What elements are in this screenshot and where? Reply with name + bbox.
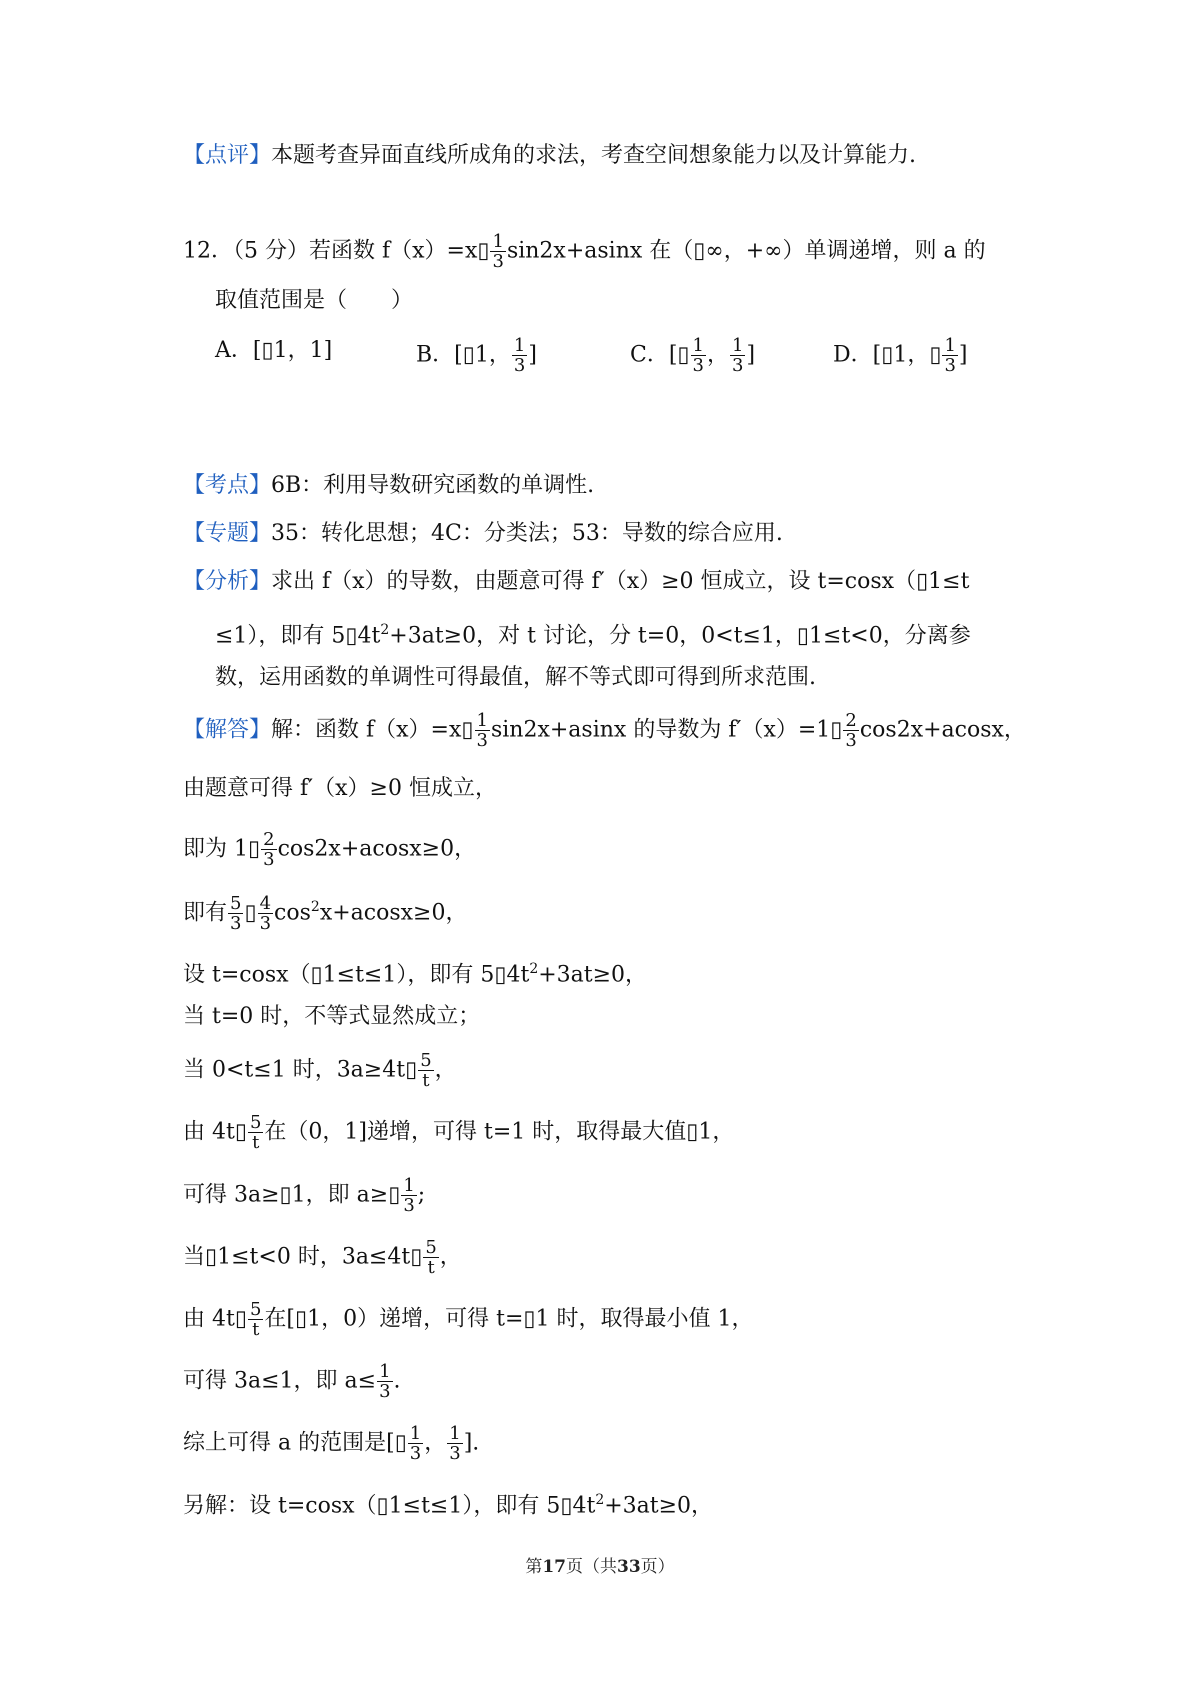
option-a[interactable]: A．[▯1，1] [215, 338, 333, 363]
fraction-1-3: $\frac{1}{3}$ [379, 1361, 391, 1402]
solution-line-2: 由题意可得 f′（x）≥0 恒成立， [183, 776, 497, 801]
fraction-1-3: $\frac{1}{3}$ [492, 231, 504, 272]
solution-line-4: 即有 $\frac{5}{3}$ ▯ $\frac{4}{3}$ $\cos^2x+acosx\ge 0$， [183, 892, 468, 934]
comment-line [183, 141, 916, 171]
option-d[interactable]: D．[▯1，▯ $\frac{1}{3}$ ] [833, 335, 968, 376]
fraction-1-3: $\frac{1}{3}$ [513, 335, 526, 376]
solution-line-10: 当▯1≤t<0 时，3a≤4t▯ $\frac{5}{t}$ ， [183, 1237, 462, 1278]
key-point-line [183, 471, 594, 501]
fraction-1-3: $\frac{1}{3}$ [476, 710, 488, 751]
q12-text-1: 12．（5 分）若函数 f（x）=x [183, 238, 478, 264]
fraction-1-3: $\frac{1}{3}$ [449, 1423, 461, 1464]
page-number: 17 [542, 1557, 566, 1577]
fraction-1-3: $\frac{1}{3}$ [403, 1175, 415, 1216]
solution-line-3: 即为 1▯ $\frac{2}{3}$ cos2x+acosx≥0， [183, 829, 477, 870]
fraction-1-3: $\frac{1}{3}$ [732, 335, 744, 376]
solution-line-9: 可得 3a≥▯1，即 a≥▯ $\frac{1}{3}$ ; [183, 1175, 426, 1216]
fraction-2-3: $\frac{2}{3}$ [845, 710, 857, 751]
fraction-5-t: $\frac{5}{t}$ [249, 1299, 262, 1340]
comment-label: 【点评】 [183, 143, 272, 168]
minus-glyph: ▯ [693, 238, 706, 264]
minus-glyph: ▯ [477, 238, 490, 264]
solution-line-5: 设 t=cosx（▯1≤t≤1），即有 $5▯4t^2+3at\ge 0$， [183, 961, 648, 988]
fraction-1-3: $\frac{1}{3}$ [944, 335, 956, 376]
analysis-line-3: 数，运用函数的单调性可得最值，解不等式即可得到所求范围. [215, 665, 816, 690]
solution-line-13: 综上可得 a 的范围是[▯ $\frac{1}{3}$ ， $\frac{1}{3}$ ]. [183, 1423, 480, 1464]
topic-line [183, 519, 783, 549]
fraction-5-t: $\frac{5}{t}$ [249, 1112, 262, 1153]
topic-label: 【专题】 [183, 521, 272, 546]
fraction-5-3: $\frac{5}{3}$ [230, 892, 242, 934]
page-footer: 第17页（共33页） [525, 1557, 675, 1577]
solution-label: 【解答】 [183, 717, 272, 743]
solution-line-7: 当 0<t≤1 时，3a≥4t▯ $\frac{5}{t}$ ， [183, 1050, 457, 1091]
fraction-5-t: $\frac{5}{t}$ [425, 1237, 437, 1278]
q12-text-3: ∞，+∞）单调递增，则 a 的 [705, 238, 986, 264]
option-c[interactable]: C．[▯ $\frac{1}{3}$ ， $\frac{1}{3}$ ] [630, 335, 756, 376]
topic-text: 35：转化思想；4C：分类法；53：导数的综合应用. [271, 521, 783, 546]
q12-text-2: sin2x+asinx 在（ [506, 238, 694, 264]
key-point-label: 【考点】 [183, 473, 272, 498]
total-pages: 33 [617, 1557, 641, 1577]
analysis-line-2: ≤1），即有 $5▯4t^2+3at\ge 0$，对 t 讨论，分 t=0，0<t≤1，▯1≤t<0，分离参 [215, 622, 971, 649]
solution-line-8: 由 4t▯ $\frac{5}{t}$ 在（0，1]递增，可得 t=1 时，取得最大值▯1， [183, 1112, 735, 1153]
solution-line-1: 【解答】解：函数 f（x）=x▯ $\frac{1}{3}$ sin2x+asinx 的导数为 f′（x）=1▯ $\frac{2}{3}$ cos2x+acosx， [183, 710, 1026, 751]
fraction-1-3: $\frac{1}{3}$ [409, 1423, 422, 1464]
option-b[interactable]: B．[▯1， $\frac{1}{3}$ ] [416, 335, 537, 376]
question-12-stem-2: 取值范围是（ ） [215, 288, 414, 313]
fraction-1-3: $\frac{1}{3}$ [692, 335, 704, 376]
alt-solution-line: 另解：设 t=cosx（▯1≤t≤1），即有 $5▯4t^2+3at\ge 0$， [183, 1492, 714, 1519]
fraction-2-3: $\frac{2}{3}$ [263, 829, 275, 870]
fraction-5-t: $\frac{5}{t}$ [420, 1050, 432, 1091]
question-12-stem [183, 232, 986, 271]
comment-text: 本题考查异面直线所成角的求法，考查空间想象能力以及计算能力. [271, 143, 917, 168]
solution-line-6: 当 t=0 时，不等式显然成立； [183, 1004, 481, 1029]
fraction-4-3: $\frac{4}{3}$ [259, 892, 272, 934]
analysis-line-1: 【分析】求出 f（x）的导数，由题意可得 f′（x）≥0 恒成立，设 t=cosx（▯1≤t [183, 569, 970, 594]
solution-line-12: 可得 3a≤1，即 a≤ $\frac{1}{3}$ . [183, 1361, 401, 1402]
solution-line-11: 由 4t▯ $\frac{5}{t}$ 在[▯1，0）递增，可得 t=▯1 时，取得最小值 1， [183, 1299, 754, 1340]
key-point-text: 6B：利用导数研究函数的单调性. [271, 473, 595, 498]
analysis-label: 【分析】 [183, 569, 272, 594]
